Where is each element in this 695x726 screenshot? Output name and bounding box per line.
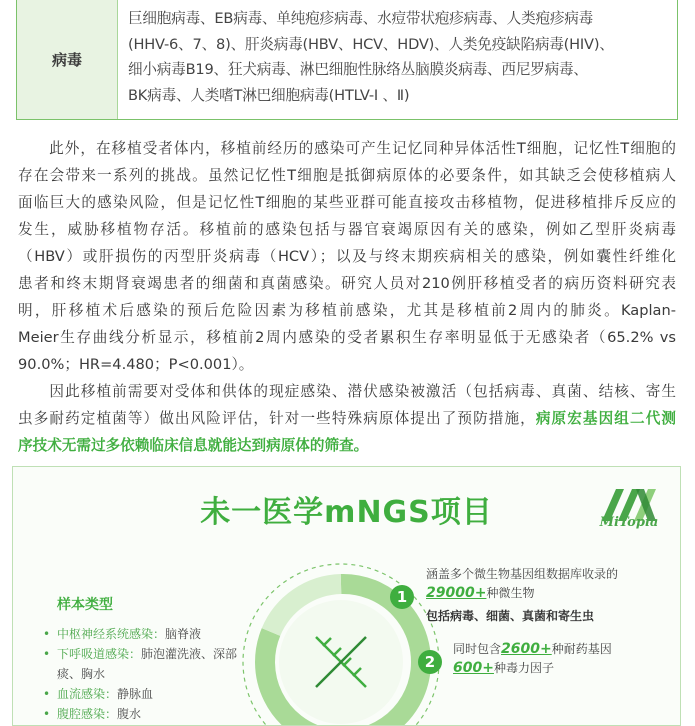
info-block-1	[426, 565, 618, 626]
table-line: 巨细胞病毒、EB病毒、单纯疱疹病毒、水痘带状疱疹病毒、人类疱疹病毒	[128, 10, 594, 27]
table-line: (HHV-6、7、8)、肝炎病毒(HBV、HCV、HDV)、人类免疫缺陷病毒(HIV)、	[128, 35, 614, 53]
text-line: 患者和终末期肾衰竭患者的细菌和真菌感染。研究人员对210例肝移植受者的病历资料研究表	[18, 275, 676, 292]
bullet-icon: •	[43, 687, 51, 701]
list-item	[39, 624, 249, 644]
sample-value: 脑脊液	[165, 627, 202, 641]
text-line: Meier生存曲线分析显示，移植前2周内感染的受者累积生存率明显低于无感染者（65.2% vs	[18, 329, 676, 346]
dna-circle-graphic	[241, 562, 441, 726]
highlight-text: 序技术无需过多依赖临床信息就能达到病原体的筛查。	[18, 437, 369, 454]
sample-category: 腹腔感染：	[57, 707, 118, 721]
text-line	[18, 405, 676, 432]
sample-category: 下呼吸道感染：	[57, 647, 142, 661]
text-line: 明，肝移植术后感染的预后危险因素为移植前感染，尤其是移植前2周内的肺炎。Kaplan-	[18, 302, 676, 319]
microbe-count: 29000+	[426, 585, 487, 601]
badge-1: 1	[390, 585, 414, 609]
virus-table	[16, 0, 678, 120]
virulence-factor-count: 600+	[453, 660, 494, 676]
table-label: 病毒	[17, 0, 118, 119]
text-line: （HBV）或肝损伤的丙型肝炎病毒（HCV）；以及与终末期疾病相关的感染，例如囊性纤维化	[18, 248, 676, 265]
text-line: 发生，威胁移植物存活。移植前的感染包括与器官衰竭原因有关的感染，例如乙型肝炎病毒	[18, 221, 676, 238]
table-line: 细小病毒B19、狂犬病毒、淋巴细胞性脉络丛脑膜炎病毒、西尼罗病毒、	[128, 61, 588, 78]
banner-title: 未一医学mNGS项目	[200, 495, 493, 530]
bullet-icon: •	[43, 647, 51, 661]
sample-category: 中枢神经系统感染：	[57, 627, 166, 641]
info-line: 种毒力因子	[493, 661, 554, 675]
mngs-promo-banner[interactable]	[12, 466, 681, 726]
badge-2: 2	[418, 650, 442, 674]
list-item	[39, 704, 249, 724]
bullet-icon: •	[43, 627, 51, 641]
sample-list	[39, 624, 249, 724]
info-block-2	[453, 640, 612, 678]
info-line: 涵盖多个微生物基因组数据库收录的	[426, 567, 619, 581]
info-line: 包括病毒、细菌、真菌和寄生虫	[426, 609, 595, 623]
table-content	[118, 0, 677, 119]
text-line: 存在会带来一系列的挑战。虽然记忆性T细胞是抵御病原体的必要条件，如其缺乏会使移植病人	[18, 167, 676, 184]
sample-type-title: 样本类型	[57, 597, 113, 613]
info-line: 种微生物	[486, 586, 535, 600]
highlight-text: 病原宏基因组二代测	[535, 410, 676, 427]
sample-category: 血流感染：	[57, 687, 118, 701]
list-item	[39, 644, 249, 684]
resistance-gene-count: 2600+	[501, 641, 552, 657]
table-line: BK病毒、人类嗜T淋巴细胞病毒(HTLV-Ⅰ 、Ⅱ)	[128, 86, 410, 104]
paragraph-1	[18, 135, 676, 378]
text-line: 90.0%；HR=4.480；P<0.001）。	[18, 356, 254, 373]
bullet-icon: •	[43, 707, 51, 721]
mitopia-logo-icon	[596, 481, 666, 541]
list-item	[39, 684, 249, 704]
text-line: 面临巨大的感染风险，但是记忆性T细胞的某些亚群可能直接攻击移植物，促进移植排斥反应的	[18, 194, 676, 211]
text-line: 因此移植前需要对受体和供体的现症感染、潜伏感染被激活（包括病毒、真菌、结核、寄生	[18, 383, 676, 400]
info-line: 同时包含	[453, 642, 502, 656]
sample-value: 腹水	[117, 707, 142, 721]
info-line: 种耐药基因	[551, 642, 612, 656]
paragraph-2	[18, 378, 676, 459]
sample-value: 肺泡灌洗液、深部痰、胸水	[57, 647, 238, 681]
sample-value: 静脉血	[117, 687, 154, 701]
logo-text: MiTopia	[599, 515, 659, 530]
text-line: 此外，在移植受者体内，移植前经历的感染可产生记忆同种异体活性T细胞，记忆性T细胞的	[18, 140, 676, 157]
text-normal: 虫多耐药定植菌等）做出风险评估，针对一些特殊病原体提出了预防措施，	[18, 410, 536, 427]
article-body	[18, 135, 676, 459]
